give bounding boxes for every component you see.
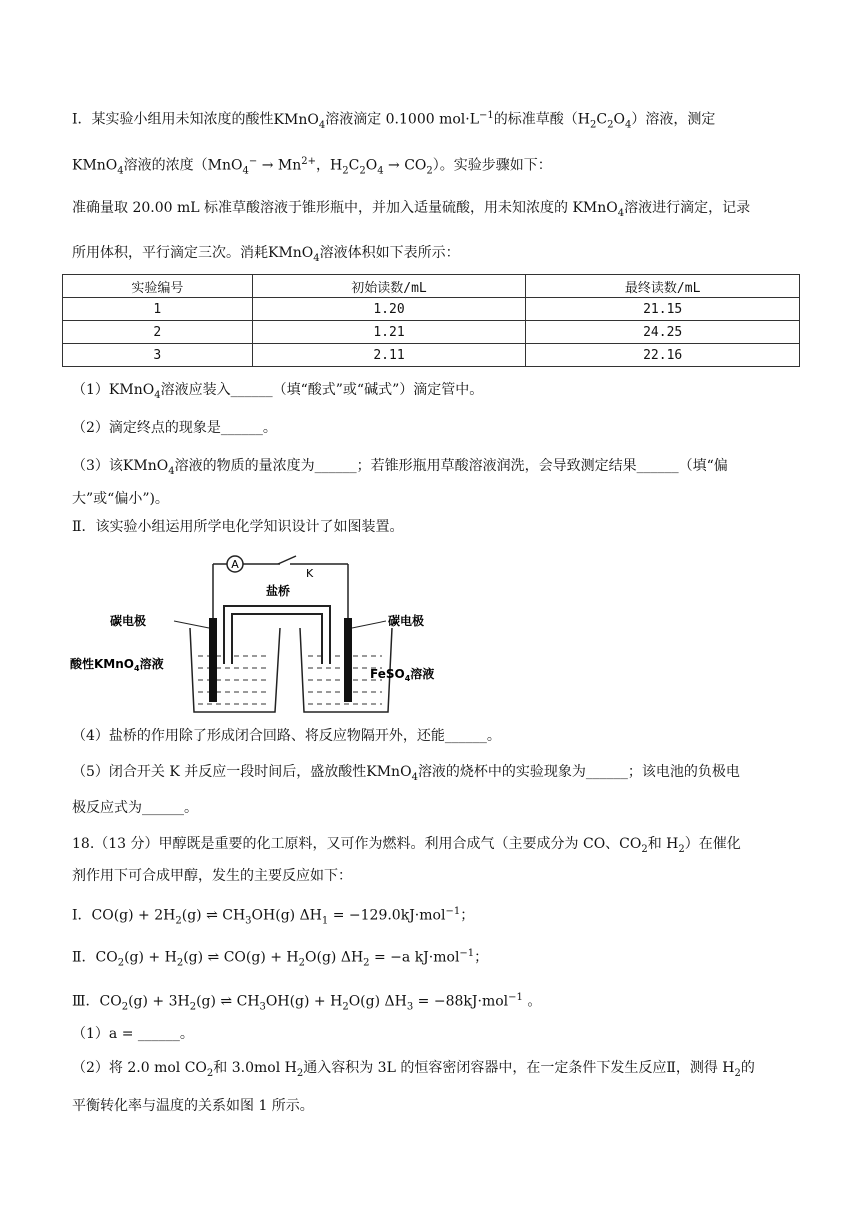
text: ，H (316, 157, 343, 174)
sub: 2 (342, 1001, 349, 1013)
salt-bridge-label: 盐桥 (266, 584, 291, 598)
sub: 2 (734, 1067, 741, 1079)
table-cell: 24.25 (526, 321, 800, 344)
text: Ⅱ．该实验小组运用所学电化学知识设计了如图装置。 (72, 519, 404, 535)
text: KMnO (72, 157, 118, 174)
sub: 4 (134, 664, 140, 673)
q18-sub1 (72, 1024, 194, 1044)
sub: 2 (359, 165, 366, 177)
left-solution-label (70, 656, 164, 673)
text: FeSO (370, 667, 405, 681)
sub: 2 (607, 119, 614, 131)
text: 溶液进行滴定，记录 (624, 200, 751, 216)
q18-line1 (72, 834, 741, 860)
text: ）溶液，测定 (631, 111, 716, 128)
text: Ⅱ．CO (72, 949, 118, 966)
text: 溶液的烧杯中的实验现象为______；该电池的负极电 (417, 764, 740, 780)
text: （1） (72, 382, 109, 398)
sub: 4 (154, 389, 161, 401)
text: OH(g) ΔH (251, 907, 322, 924)
text: (g) + H (124, 949, 177, 966)
table-row (63, 344, 800, 367)
text: KMnO (108, 382, 155, 398)
header-cell: 最终读数/mL (526, 275, 800, 298)
text: = −129.0kJ·mol (328, 907, 446, 924)
text: 溶液体积如下表所示： (319, 245, 460, 261)
text: （2）滴定终点的现象是______。 (72, 420, 277, 436)
sub: 2 (296, 1067, 304, 1079)
text: 大”或“偏小”)。 (72, 491, 169, 507)
text: = −88kJ·mol (413, 993, 509, 1010)
sub: 4 (313, 252, 320, 264)
text: 溶液 (139, 657, 164, 671)
question-5 (72, 762, 740, 788)
sup: 2+ (301, 156, 317, 167)
sup: −1 (459, 948, 475, 959)
sub: 2 (121, 1001, 129, 1013)
sub: 2 (117, 957, 125, 969)
right-electrode-label: 碳电极 (388, 614, 425, 628)
text: 和 H (647, 836, 679, 852)
table-cell: 22.16 (526, 344, 800, 367)
sub: 2 (206, 1067, 214, 1079)
right-carbon-electrode (344, 618, 352, 702)
sub: 4 (411, 771, 418, 783)
sub: 2 (176, 957, 184, 969)
sup: −1 (479, 110, 494, 121)
text: → CO (383, 157, 427, 174)
part1-line1 (72, 106, 715, 135)
part1-line3 (72, 198, 750, 224)
question-2 (72, 418, 277, 438)
right-solution-label (370, 666, 434, 683)
sup: −1 (445, 906, 461, 917)
table-row (63, 298, 800, 321)
sup: −1 (508, 992, 523, 1003)
text: 溶液滴定 0.1000 mol·L (325, 111, 480, 128)
switch-k (278, 556, 296, 564)
sub: 4 (168, 465, 175, 477)
sub: 2 (363, 957, 370, 969)
text: (g) + 3H (128, 993, 190, 1010)
text: Ⅰ．CO(g) + 2H (72, 907, 176, 924)
text: O(g) ΔH (305, 949, 364, 966)
sub: 1 (321, 915, 329, 927)
text: （1）a = ______。 (72, 1026, 194, 1042)
sub: 2 (590, 119, 597, 131)
text: 极反应式为______。 (72, 800, 198, 816)
text: 准确量取 20.00 mL 标准草酸溶液于锥形瓶中，并加入适量硫酸，用未知浓度的 KMnO (72, 200, 618, 216)
question-3 (72, 456, 728, 482)
text: (g) ⇌ CH (196, 993, 260, 1010)
text: → Mn (257, 157, 302, 174)
sub: 2 (175, 915, 182, 927)
leader-line (352, 621, 386, 628)
part2-intro (72, 517, 404, 537)
text: 通入容积为 3L 的恒容密闭容器中，在一定条件下发生反应Ⅱ，测得 H (303, 1060, 735, 1076)
table-cell: 1 (63, 298, 253, 321)
question-5-cont (72, 798, 198, 818)
table-cell: 21.15 (526, 298, 800, 321)
text: O(g) ΔH (348, 993, 407, 1010)
sub: 2 (342, 165, 349, 177)
header-cell: 实验编号 (63, 275, 253, 298)
text: C (348, 157, 360, 174)
q18-sub2-cont (72, 1096, 314, 1116)
table-cell: 3 (63, 344, 253, 367)
text: ； (460, 907, 475, 924)
question-3-cont (72, 489, 169, 509)
text: ）在催化 (684, 836, 741, 852)
text: 溶液 (410, 667, 435, 681)
sub: 2 (678, 843, 685, 855)
text: 的 (740, 1060, 755, 1076)
text: （4）盐桥的作用除了形成闭合回路、将反应物隔开外，还能______。 (72, 728, 501, 744)
text: 剂作用下可合成甲醇，发生的主要反应如下： (72, 868, 352, 884)
header-cell: 初始读数/mL (252, 275, 526, 298)
table-cell: 2.11 (252, 344, 526, 367)
text: KMnO (366, 764, 412, 780)
part1-line2 (72, 152, 552, 181)
sub: 2 (189, 1001, 197, 1013)
sub: 4 (624, 119, 632, 131)
text: 。 (522, 993, 542, 1010)
text: O (365, 157, 378, 174)
question-4 (72, 726, 501, 746)
sub: 4 (242, 165, 249, 177)
table-row (63, 321, 800, 344)
sub: 4 (617, 207, 625, 219)
text: 酸性KMnO (70, 657, 134, 671)
sub: 4 (404, 674, 411, 683)
left-beaker (190, 628, 280, 712)
text: 溶液的浓度（MnO (123, 157, 243, 174)
text: （2）将 2.0 mol CO (72, 1060, 207, 1076)
sub: 3 (406, 1001, 414, 1013)
q18-sub2 (72, 1058, 755, 1084)
sub: 2 (641, 843, 648, 855)
text: 平衡转化率与温度的关系如图 1 所示。 (72, 1098, 314, 1114)
formula-kmno4 (273, 111, 326, 131)
text: （3）该 (72, 458, 123, 474)
text: O (613, 111, 625, 128)
text: KMnO (122, 458, 169, 474)
text: 的标准草酸（H (493, 111, 590, 128)
text: ； (474, 949, 489, 966)
sub: 2 (426, 165, 433, 177)
text: ）。实验步骤如下： (432, 157, 552, 174)
left-solution-hatch (198, 656, 270, 704)
sub: 3 (259, 1001, 266, 1013)
text: 溶液的物质的量浓度为______；若锥形瓶用草酸溶液润洗，会导致测定结果______（填“偏 (174, 458, 728, 474)
text: （5）闭合开关 K 并反应一段时间后，盛放酸性 (72, 764, 367, 780)
reaction-3 (72, 988, 541, 1017)
left-carbon-electrode (209, 618, 217, 702)
sub: 4 (318, 119, 326, 131)
switch-label: K (306, 567, 314, 580)
text: = −a kJ·mol (369, 949, 460, 966)
left-electrode-label: 碳电极 (110, 614, 147, 628)
sub: 2 (298, 957, 306, 969)
text: 溶液应装入______（填“酸式”或“碱式”）滴定管中。 (160, 382, 484, 398)
q18-line2 (72, 866, 352, 886)
text: (g) ⇌ CO(g) + H (183, 949, 299, 966)
text: KMnO (273, 111, 319, 128)
text: Ⅰ．某实验小组用未知浓度的酸性 (72, 111, 274, 128)
table-cell: 1.20 (252, 298, 526, 321)
ammeter-label: A (231, 558, 239, 571)
reaction-1 (72, 902, 474, 931)
leader-line (174, 621, 209, 628)
cell-diagram (70, 548, 440, 718)
part1-line4 (72, 243, 460, 269)
sub: 3 (245, 915, 252, 927)
text: Ⅲ．CO (72, 993, 122, 1010)
question-1 (72, 380, 483, 406)
sub: 4 (377, 165, 384, 177)
text: 所用体积，平行滴定三次。消耗 (72, 245, 268, 261)
text: OH(g) + H (265, 993, 343, 1010)
table-header-row (63, 275, 800, 298)
table-cell: 2 (63, 321, 253, 344)
reaction-2 (72, 944, 488, 973)
table-cell: 1.21 (252, 321, 526, 344)
text: (g) ⇌ CH (181, 907, 246, 924)
text: KMnO (268, 245, 314, 261)
text: C (596, 111, 608, 128)
text: 和 3.0mol H (213, 1060, 297, 1076)
sub: 4 (117, 165, 124, 177)
sup: − (248, 156, 258, 167)
text: 18.（13 分）甲醇既是重要的化工原料，又可作为燃料。利用合成气（主要成分为 CO、CO (72, 836, 642, 852)
titration-table (62, 274, 800, 367)
